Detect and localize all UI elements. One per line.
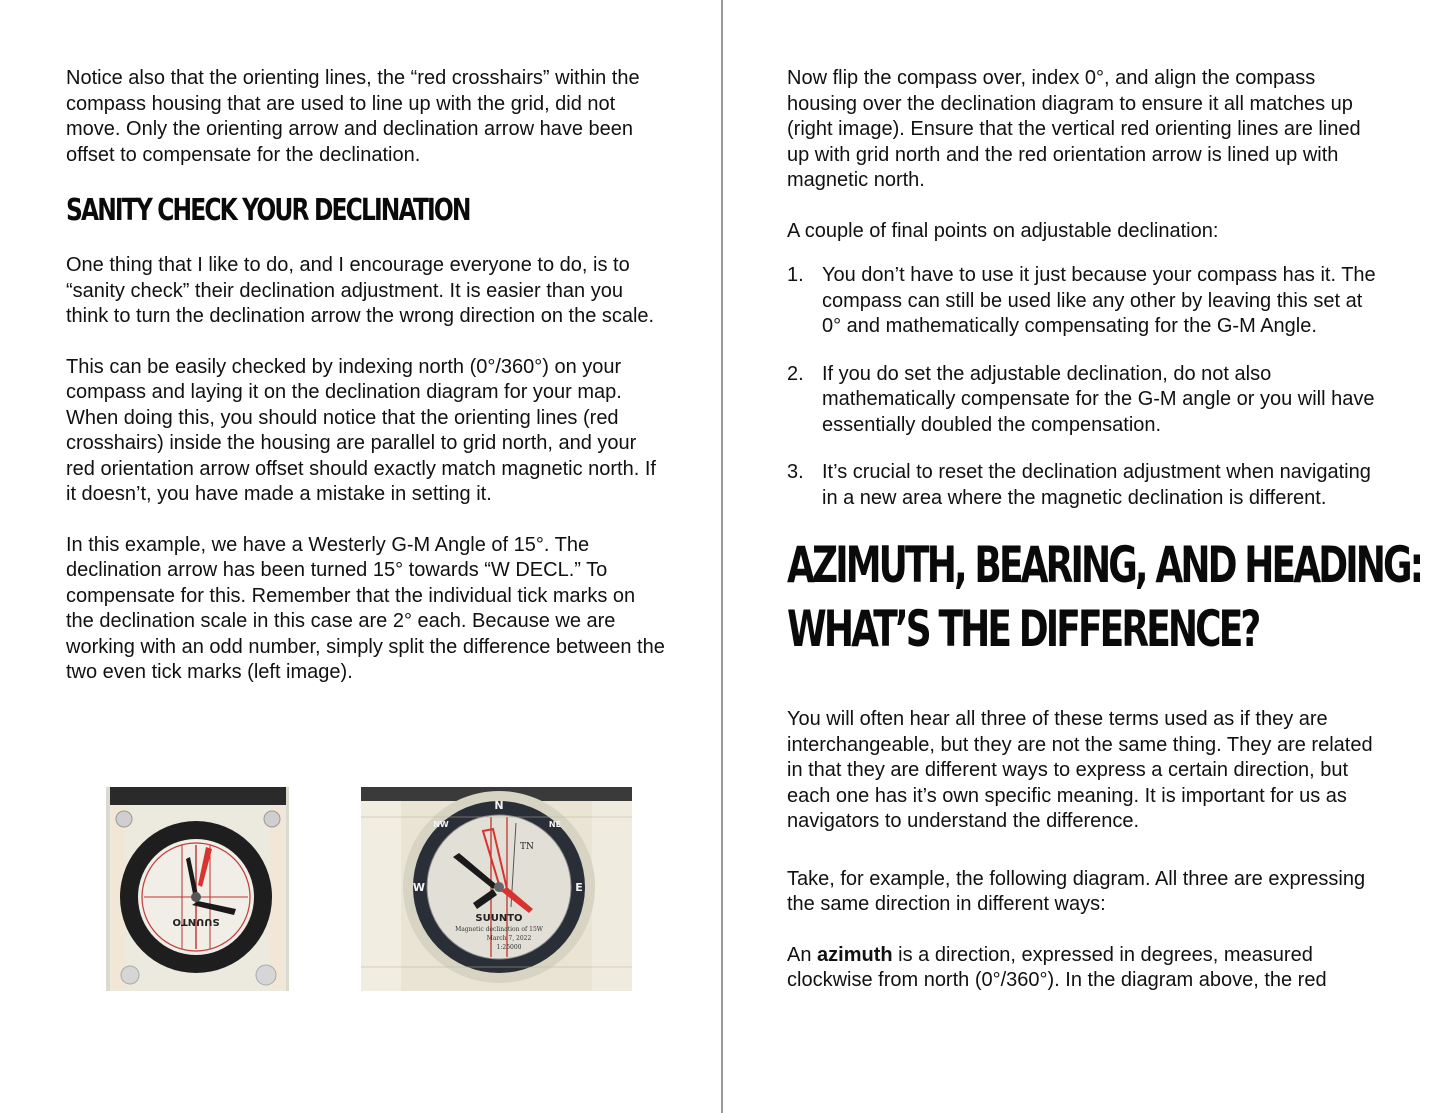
suunto-brand-right: SUUNTO xyxy=(475,913,523,924)
cardinal-ne-label: NE xyxy=(548,820,562,829)
true-north-label: TN xyxy=(520,842,534,852)
list-item-text: If you do set the adjustable declination, do not also mathematically compensate for the G-M angle or you will have essentially doubled the compensation. xyxy=(822,362,1375,436)
right-text-column xyxy=(787,66,1422,1019)
heading-line-1: AZIMUTH, BEARING, AND HEADING: xyxy=(787,536,1422,594)
compass-illustration-left xyxy=(106,787,289,991)
right-paragraph-5 xyxy=(787,943,1382,994)
list-item-number: 1. xyxy=(787,264,804,286)
compass-photo-declination-set xyxy=(106,787,289,991)
azimuth-term: azimuth xyxy=(817,943,893,966)
left-paragraph-1: Notice also that the orienting lines, the “red crosshairs” within the compass housing that are used to line up with the grid, did not move. Only the orienting arrow and declination arrow have been offset to compensate for the declination. xyxy=(66,67,640,166)
azimuth-definition: is a direction, expressed in degrees, measured clockwise from north (0°/360°). In the diagram above, the red xyxy=(787,943,1327,991)
cardinal-n-label: N xyxy=(494,799,504,812)
diagram-date: March 7, 2022 xyxy=(486,935,532,942)
right-paragraph-1: Now flip the compass over, index 0°, and align the compass housing over the declination diagram to ensure it all matches up (right image). Ensure that the vertical red orienting lines are lined up with grid north and the red orientation arrow is lined up with magnetic north. xyxy=(787,67,1361,191)
azimuth-prefix: An xyxy=(787,943,818,966)
declination-caption: Magnetic declination of 15W xyxy=(455,926,543,933)
heading-line-2: WHAT’S THE DIFFERENCE? xyxy=(787,600,1259,658)
declination-points-list xyxy=(787,263,1382,511)
right-paragraph-2: A couple of final points on adjustable declination: xyxy=(787,219,1219,242)
left-page xyxy=(0,0,721,1113)
cardinal-w-label: W xyxy=(412,881,426,894)
cardinal-nw-label: NW xyxy=(433,820,449,829)
list-item xyxy=(787,460,1382,511)
list-item-number: 2. xyxy=(787,362,804,385)
compass-photo-over-diagram xyxy=(361,787,632,991)
right-paragraph-3: You will often hear all three of these terms used as if they are interchangeable, but they are not the same thing. They are related in that they are different ways to express a certain direction, but each one has it’s own specific meaning. It is important for us as navigators to understand the difference. xyxy=(787,708,1373,832)
list-item-number: 3. xyxy=(787,461,804,483)
diagram-scale: 1:25000 xyxy=(496,944,522,951)
left-paragraph-4: In this example, we have a Westerly G-M Angle of 15°. The declination arrow has been turned 15° towards “W DECL.” To compensate for this. Remember that the individual tick marks on the declination scale in this case are 2° each. Because we are working with an odd number, simply split the difference between the two even tick marks (left image). xyxy=(66,533,665,683)
compass-illustration-right xyxy=(361,787,632,991)
suunto-brand-left: SUUNTO xyxy=(172,916,220,927)
heading-azimuth-bearing-heading xyxy=(787,533,1422,661)
heading-sanity-check: SANITY CHECK YOUR DECLINATION xyxy=(66,193,470,228)
cardinal-e-label: E xyxy=(575,881,583,894)
list-item xyxy=(787,362,1382,439)
list-item-text: You don’t have to use it just because your compass has it. The compass can still be used like any other by leaving this set at 0° and mathematically compensating for the G-M Angle. xyxy=(822,264,1376,337)
list-item-text: It’s crucial to reset the declination adjustment when navigating in a new area where the magnetic declination is different. xyxy=(822,461,1371,509)
left-paragraph-2: One thing that I like to do, and I encourage everyone to do, is to “sanity check” their declination adjustment. It is easier than you think to turn the declination arrow the wrong direction on the scale. xyxy=(66,254,655,327)
left-text-column xyxy=(66,66,666,711)
list-item xyxy=(787,263,1382,340)
left-paragraph-3: This can be easily checked by indexing north (0°/360°) on your compass and laying it on the declination diagram for your map. When doing this, you should notice that the orienting lines (red crosshairs) inside the housing are parallel to grid north, and your red orientation arrow offset should exactly match magnetic north. If it doesn’t, you have made a mistake in setting it. xyxy=(66,355,656,505)
right-page xyxy=(723,0,1445,1113)
right-paragraph-4: Take, for example, the following diagram. All three are expressing the same direction in different ways: xyxy=(787,867,1366,915)
